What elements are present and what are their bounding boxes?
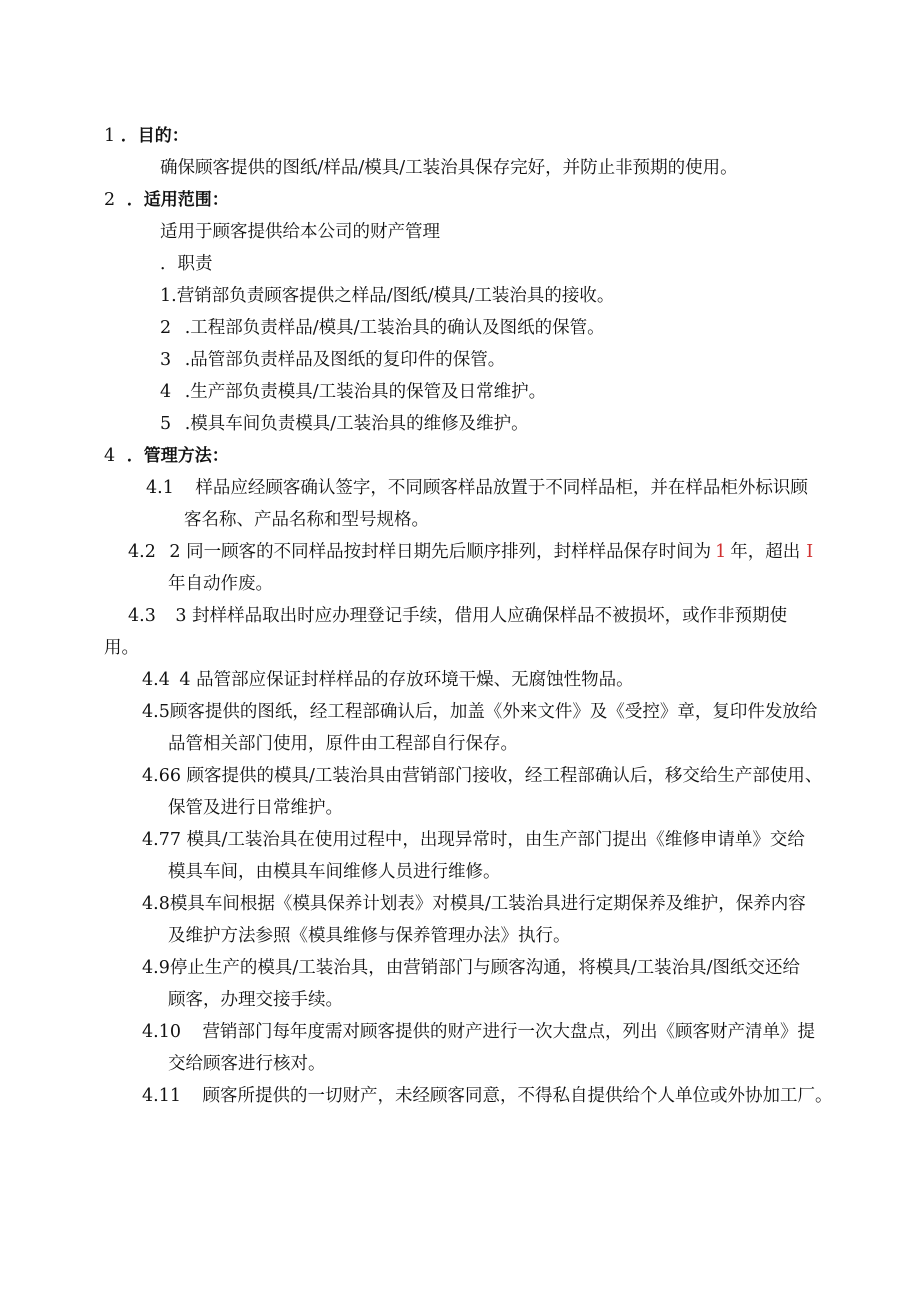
item-number: 4.9 xyxy=(142,958,170,978)
item-4-6 xyxy=(142,765,822,787)
item-line-1: 停止生产的模具/工装治具，由营销部门与顾客沟通，将模具/工装治具/图纸交还给 xyxy=(169,958,801,978)
item-number: 1. xyxy=(160,286,177,306)
section-1-body: 确保顾客提供的图纸/样品/模具/工装治具保存完好，并防止非预期的使用。 xyxy=(160,158,738,178)
item-number: 4.4 xyxy=(142,670,170,690)
item-text: .模具车间负责模具/工装治具的维修及维护。 xyxy=(184,414,529,434)
section-3-item-2 xyxy=(160,317,605,339)
item-number: 4.1 xyxy=(146,478,174,498)
item-line-1: 顾客提供的图纸，经工程部确认后，加盖《外来文件》及《受控》章，复印件发放给 xyxy=(169,702,818,722)
section-4-number: 4 xyxy=(104,446,116,466)
item-number: 4.10 xyxy=(142,1022,181,1042)
item-number: 4.6 xyxy=(142,766,170,786)
item-number: 4.3 xyxy=(128,606,156,626)
item-number: 4 xyxy=(160,382,172,402)
item-4-7 xyxy=(142,829,805,851)
item-number: 4.8 xyxy=(142,894,170,914)
item-4-7-cont: 模具车间，由模具车间维修人员进行维修。 xyxy=(168,862,501,882)
item-number: 4.7 xyxy=(142,830,170,850)
section-2-body: 适用于顾客提供给本公司的财产管理 xyxy=(160,222,440,242)
item-4-8 xyxy=(142,893,806,915)
section-2-number: 2 xyxy=(104,190,116,210)
section-2-title: ．适用范围： xyxy=(126,190,229,210)
item-4-9-cont: 顾客，办理交接手续。 xyxy=(168,990,343,1010)
item-4-9 xyxy=(142,957,800,979)
item-line-1b: 年，超出 xyxy=(730,542,801,562)
item-line-1: 样品应经顾客确认签字，不同顾客样品放置于不同样品柜，并在样品柜外标识顾 xyxy=(195,478,808,498)
item-number: 5 xyxy=(160,414,172,434)
item-line-1: 4 品管部应保证封样样品的存放环境干燥、无腐蚀性物品。 xyxy=(179,670,634,690)
item-line-1: 顾客所提供的一切财产，未经顾客同意，不得私自提供给个人单位或外协加工厂。 xyxy=(202,1086,833,1106)
item-number: 4.2 xyxy=(128,542,156,562)
section-4-title: ．管理方法： xyxy=(126,446,229,466)
red-number-1: 1 xyxy=(715,542,727,562)
item-4-2 xyxy=(128,541,813,563)
item-4-3-cont: 用。 xyxy=(104,638,139,658)
item-line-1: 模具车间根据《模具保养计划表》对模具/工装治具进行定期保养及维护，保养内容 xyxy=(169,894,806,914)
section-4-heading xyxy=(104,445,229,467)
section-1-title: ．目的： xyxy=(120,126,189,146)
item-number: 4.11 xyxy=(142,1086,181,1106)
item-4-1-cont: 客名称、产品名称和型号规格。 xyxy=(184,510,429,530)
item-line-1a: 2 同一顾客的不同样品按封样日期先后顺序排列，封样样品保存时间为 xyxy=(169,542,712,562)
item-line-1: 7 模具/工装治具在使用过程中，出现异常时，由生产部门提出《维修申请单》交给 xyxy=(169,830,805,850)
section-2-heading xyxy=(104,189,229,211)
item-line-1: 营销部门每年度需对顾客提供的财产进行一次大盘点，列出《顾客财产清单》提 xyxy=(202,1022,816,1042)
section-3-title: ．职责 xyxy=(160,254,213,274)
section-1-number: 1 xyxy=(104,126,116,146)
item-text: .生产部负责模具/工装治具的保管及日常维护。 xyxy=(184,382,547,402)
item-4-6-cont: 保管及进行日常维护。 xyxy=(168,798,343,818)
section-3-item-4 xyxy=(160,381,546,403)
section-3-item-5 xyxy=(160,413,529,435)
item-4-2-cont: 年自动作废。 xyxy=(168,574,273,594)
item-text: .工程部负责样品/模具/工装治具的确认及图纸的保管。 xyxy=(184,318,605,338)
item-line-1: 3 封样样品取出时应办理登记手续，借用人应确保样品不被损坏，或作非预期使 xyxy=(175,606,788,626)
section-3-item-1 xyxy=(160,285,614,307)
item-4-5-cont: 品管相关部门使用，原件由工程部自行保存。 xyxy=(168,734,518,754)
item-number: 2 xyxy=(160,318,172,338)
item-4-5 xyxy=(142,701,817,723)
section-1-heading xyxy=(104,125,189,147)
item-4-11 xyxy=(142,1085,833,1107)
item-4-1 xyxy=(146,477,808,499)
item-4-4 xyxy=(142,669,634,691)
item-4-10 xyxy=(142,1021,815,1043)
item-number: 3 xyxy=(160,350,172,370)
item-text: 营销部负责顾客提供之样品/图纸/模具/工装治具的接收。 xyxy=(176,286,615,306)
item-number: 4.5 xyxy=(142,702,170,722)
red-number-2: I xyxy=(806,542,814,562)
item-4-8-cont: 及维护方法参照《模具维修与保养管理办法》执行。 xyxy=(168,926,571,946)
item-4-10-cont: 交给顾客进行核对。 xyxy=(168,1054,326,1074)
item-line-1: 6 顾客提供的模具/工装治具由营销部门接收，经工程部确认后，移交给生产部使用、 xyxy=(169,766,823,786)
section-3-item-3 xyxy=(160,349,505,371)
item-text: .品管部负责样品及图纸的复印件的保管。 xyxy=(184,350,506,370)
item-4-3 xyxy=(128,605,787,627)
